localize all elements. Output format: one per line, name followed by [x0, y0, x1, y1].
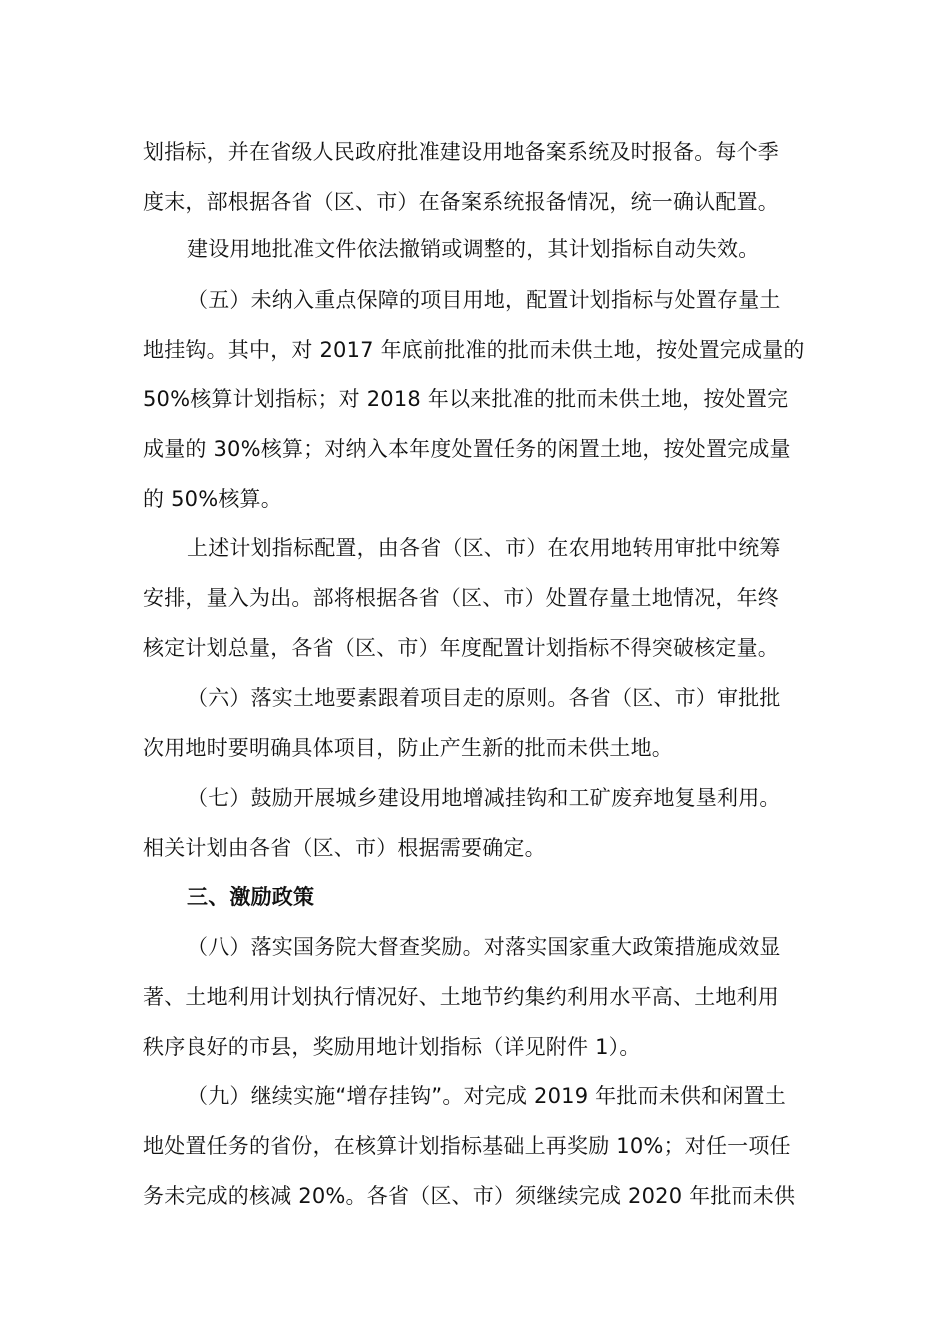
text-line-10: 安排，量入为出。部将根据各省（区、市）处置存量土地情况，年终 [143, 586, 779, 610]
text-line-15: 相关计划由各省（区、市）根据需要确定。 [143, 836, 546, 860]
text-line-5: 地挂钩。其中，对 2017 年底前批准的批而未供土地，按处置完成量的 [143, 338, 805, 362]
text-line-20: （九）继续实施“增存挂钩”。对完成 2019 年批而未供和闲置土 [187, 1084, 786, 1108]
text-line-7: 成量的 30%核算；对纳入本年度处置任务的闲置土地，按处置完成量 [143, 437, 791, 461]
text-line-12: （六）落实土地要素跟着项目走的原则。各省（区、市）审批批 [187, 686, 781, 710]
text-line-14: （七）鼓励开展城乡建设用地增减挂钩和工矿废弃地复垦利用。 [187, 786, 781, 810]
text-line-19: 秩序良好的市县，奖励用地计划指标（详见附件 1）。 [143, 1035, 641, 1059]
text-line-18: 著、土地利用计划执行情况好、土地节约集约利用水平高、土地利用 [143, 985, 779, 1009]
text-line-4: （五）未纳入重点保障的项目用地，配置计划指标与处置存量土 [187, 288, 781, 312]
text-line-11: 核定计划总量，各省（区、市）年度配置计划指标不得突破核定量。 [143, 636, 779, 660]
text-line-3: 建设用地批准文件依法撤销或调整的，其计划指标自动失效。 [187, 237, 760, 261]
text-line-9: 上述计划指标配置，由各省（区、市）在农用地转用审批中统筹 [187, 536, 781, 560]
section-heading-incentives: 三、激励政策 [187, 885, 315, 909]
text-line-17: （八）落实国务院大督查奖励。对落实国家重大政策措施成效显 [187, 935, 781, 959]
text-line-6: 50%核算计划指标；对 2018 年以来批准的批而未供土地，按处置完 [143, 387, 789, 411]
text-line-1: 划指标，并在省级人民政府批准建设用地备案系统及时报备。每个季 [143, 140, 779, 164]
text-line-13: 次用地时要明确具体项目，防止产生新的批而未供土地。 [143, 736, 673, 760]
text-line-21: 地处置任务的省份，在核算计划指标基础上再奖励 10%；对任一项任 [143, 1134, 791, 1158]
text-line-22: 务未完成的核减 20%。各省（区、市）须继续完成 2020 年批而未供 [143, 1184, 796, 1208]
text-line-2: 度末，部根据各省（区、市）在备案系统报备情况，统一确认配置。 [143, 190, 779, 214]
text-line-8: 的 50%核算。 [143, 487, 282, 511]
